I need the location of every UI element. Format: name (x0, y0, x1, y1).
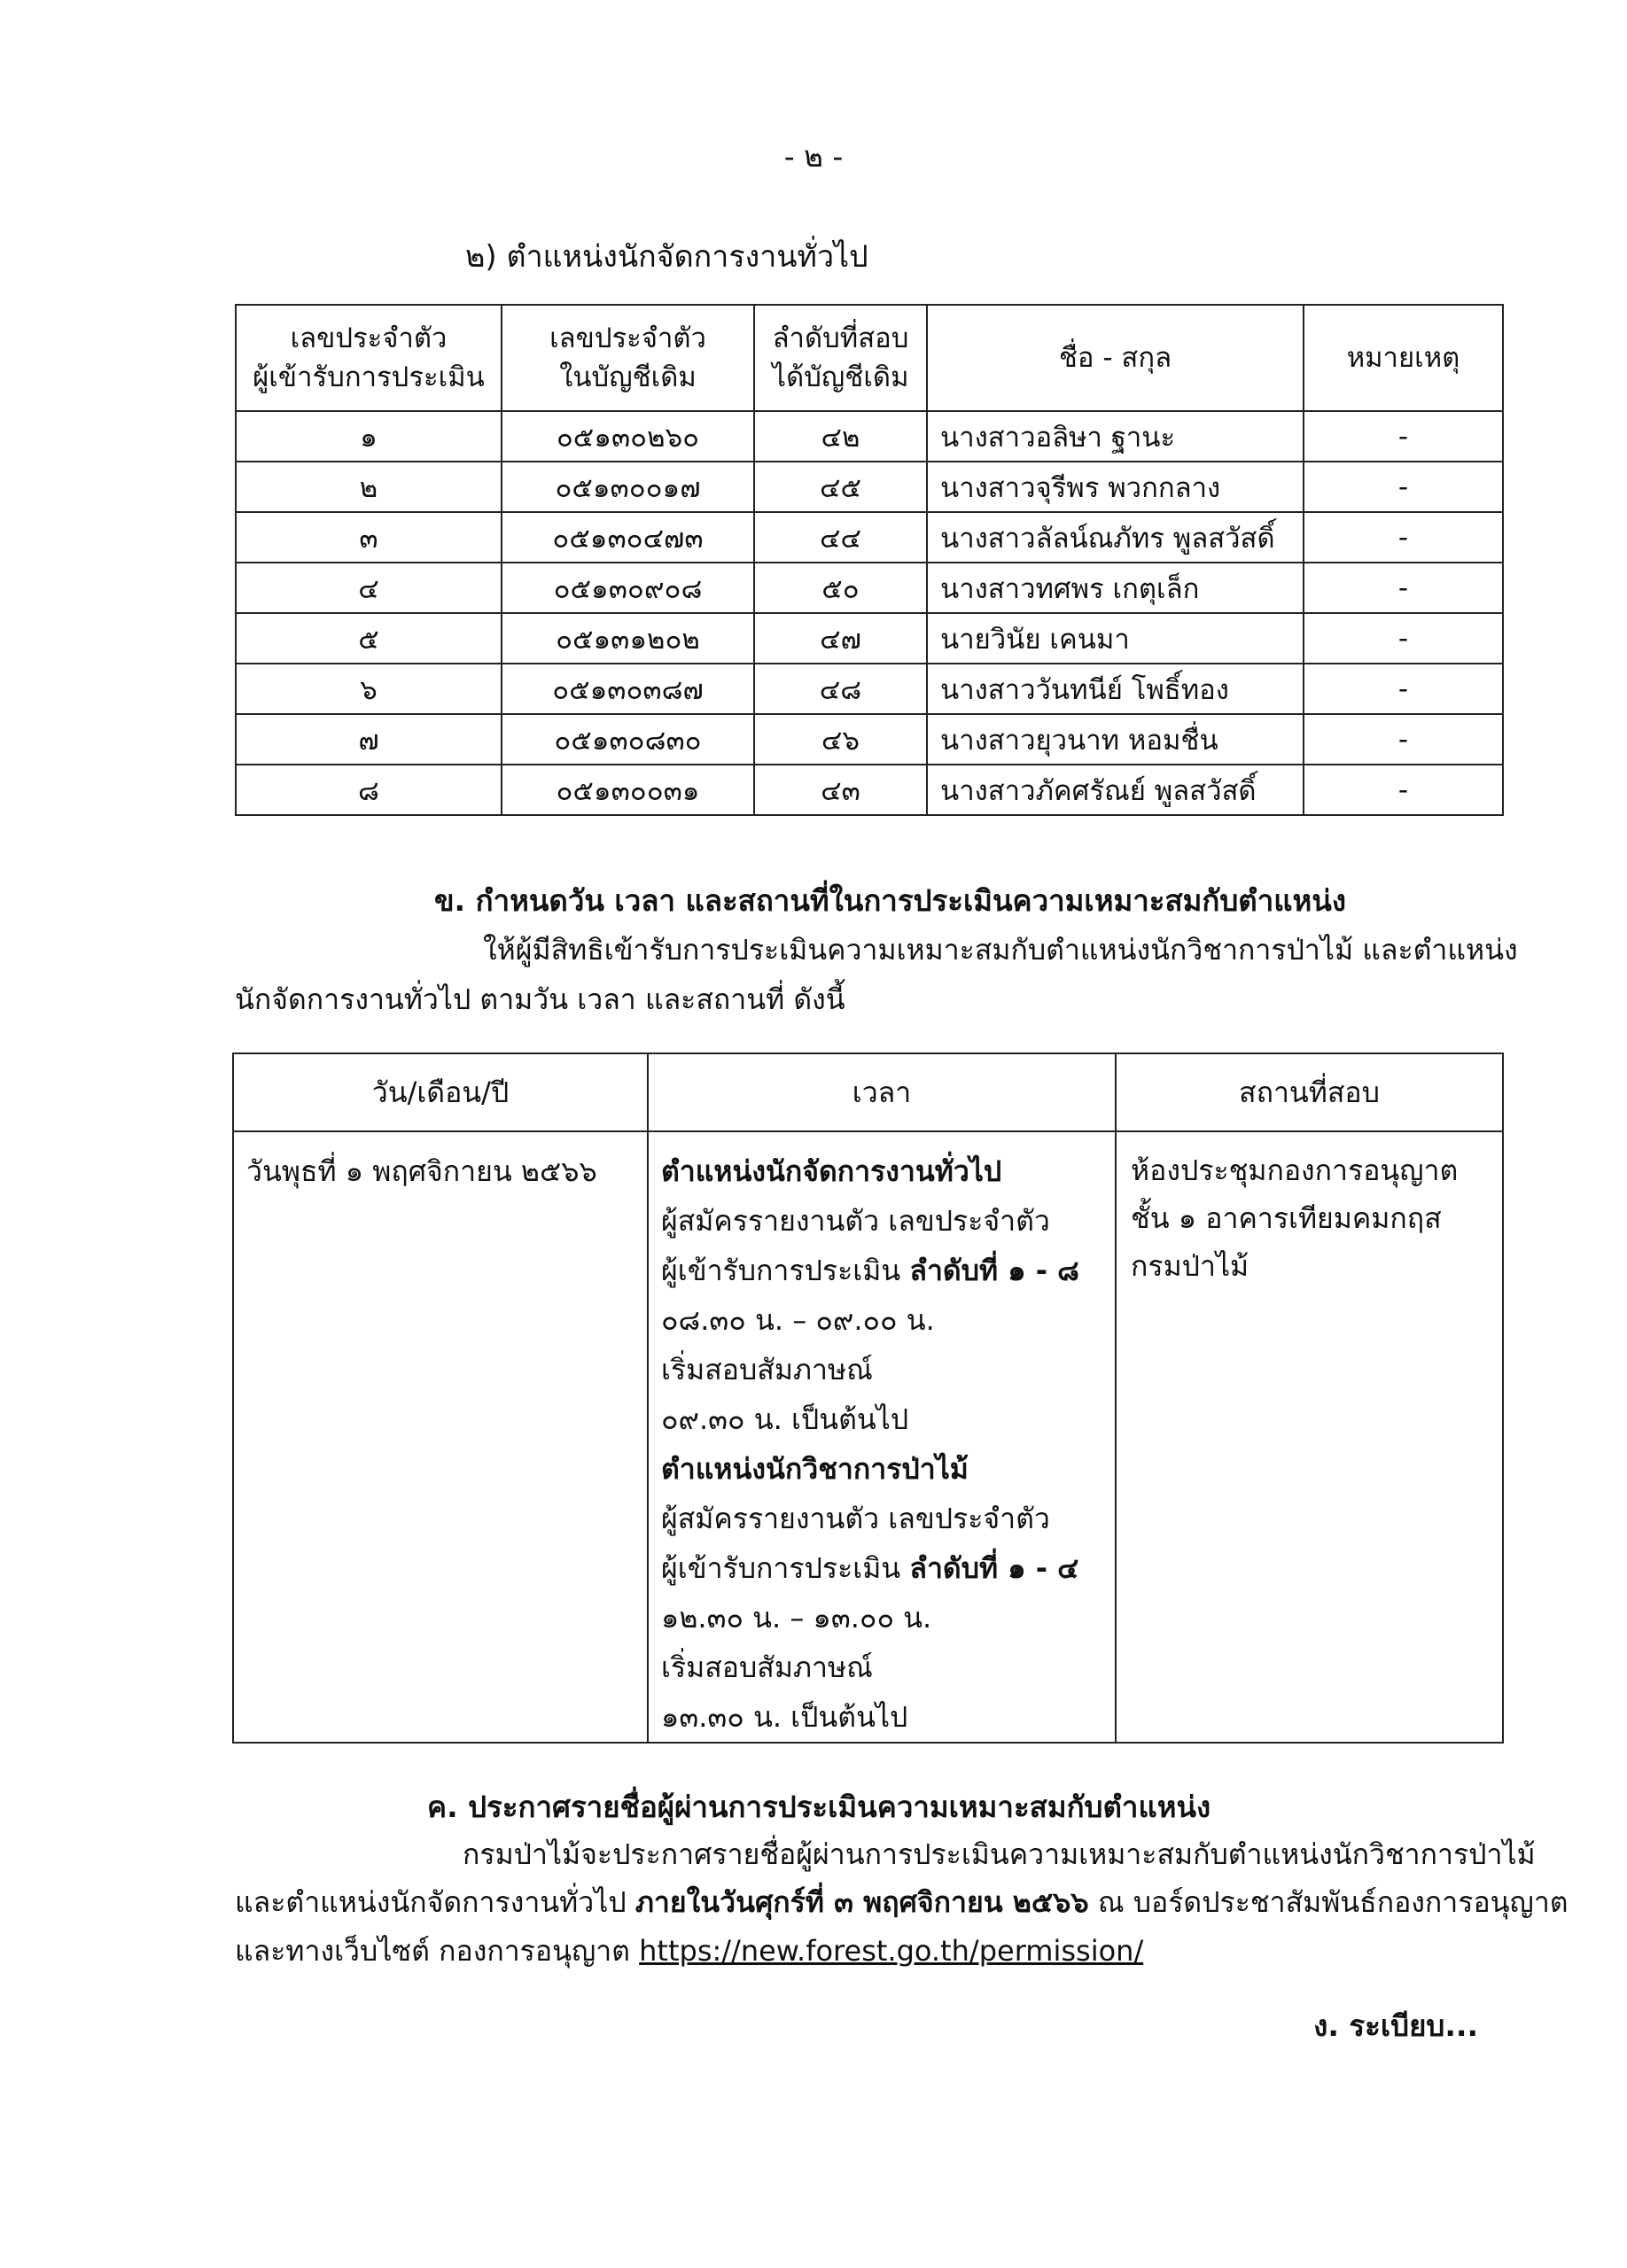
time-text: ผู้เข้ารับการประเมิน (661, 1254, 910, 1287)
header-place: สถานที่สอบ (1116, 1053, 1503, 1131)
cell-remark: - (1304, 563, 1503, 613)
cell-old-id: ๐๕๑๓๐๒๖๐ (502, 411, 754, 462)
cell-old-rank: ๔๒ (754, 411, 927, 462)
continuation-text: ง. ระเบียบ... (1313, 2008, 1478, 2043)
table-header-row (236, 305, 1503, 411)
place-line: ห้องประชุมกองการอนุญาต (1131, 1153, 1459, 1187)
section-b-line1: ให้ผู้มีสิทธิเข้ารับการประเมินความเหมาะสมกับตำแหน่งนักวิชาการป่าไม้ และตำแหน่ง (483, 933, 1518, 967)
section-c-line3 (235, 1929, 1143, 1974)
cell-candidate-id: ๗ (236, 714, 502, 765)
table-row (233, 1131, 1503, 1743)
cell-old-id: ๐๕๑๓๐๔๗๓ (502, 512, 754, 563)
section-c-text: และทางเว็บไซต์ กองการอนุญาต (235, 1934, 640, 1968)
cell-old-id: ๐๕๑๓๐๐๑๗ (502, 462, 754, 512)
cell-remark: - (1304, 512, 1503, 563)
candidate-table (235, 304, 1504, 816)
section-b-title: ข. กำหนดวัน เวลา และสถานที่ในการประเมินความเหมาะสมกับตำแหน่ง (434, 883, 1346, 918)
cell-remark: - (1304, 411, 1503, 462)
cell-candidate-id: ๓ (236, 512, 502, 563)
cell-remark: - (1304, 714, 1503, 765)
section-c-title: ค. ประกาศรายชื่อผู้ผ่านการประเมินความเหมาะสมกับตำแหน่ง (427, 1790, 1211, 1824)
header-old-rank (754, 305, 927, 411)
header-line: ลำดับที่สอบ (772, 322, 909, 354)
header-line: ในบัญชีเดิม (559, 361, 697, 393)
time-line: เริ่มสอบสัมภาษณ์ (661, 1353, 873, 1386)
page-number: - ๒ - (783, 139, 844, 174)
cell-remark: - (1304, 613, 1503, 664)
header-remark (1304, 305, 1503, 411)
place-line: กรมป่าไม้ (1131, 1249, 1249, 1283)
time-line: ๑๒.๓๐ น. – ๑๓.๐๐ น. (661, 1601, 932, 1635)
cell-date: วันพุธที่ ๑ พฤศจิกายน ๒๕๖๖ (233, 1131, 648, 1743)
time-line: ผู้สมัครรายงานตัว เลขประจำตัว (661, 1502, 1050, 1535)
section-c-line2 (235, 1880, 1569, 1925)
time-line: เริ่มสอบสัมภาษณ์ (661, 1651, 873, 1684)
cell-old-id: ๐๕๑๓๐๓๘๗ (502, 664, 754, 714)
cell-name: นายวินัย เคนมา (927, 613, 1304, 664)
header-line: ได้บัญชีเดิม (772, 361, 909, 393)
cell-place (1116, 1131, 1503, 1743)
header-line: เลขประจำตัว (290, 322, 448, 354)
table-row (236, 664, 1503, 714)
position-title: ตำแหน่งนักจัดการงานทั่วไป (661, 1154, 1002, 1188)
cell-old-id: ๐๕๑๓๑๒๐๒ (502, 613, 754, 664)
table-row (236, 563, 1503, 613)
cell-old-rank: ๔๕ (754, 462, 927, 512)
table-row (236, 411, 1503, 462)
cell-remark: - (1304, 765, 1503, 815)
table-header-row (233, 1053, 1503, 1131)
cell-time (648, 1131, 1116, 1743)
header-line: เลขประจำตัว (549, 322, 706, 354)
header-line: หมายเหตุ (1346, 342, 1460, 374)
schedule-table (232, 1052, 1504, 1744)
time-line: ๐๙.๓๐ น. เป็นต้นไป (661, 1402, 909, 1436)
section-c-text: ณ บอร์ดประชาสัมพันธ์กองการอนุญาต (1088, 1885, 1569, 1919)
section-heading: ๒) ตำแหน่งนักจัดการงานทั่วไป (465, 239, 868, 275)
cell-candidate-id: ๖ (236, 664, 502, 714)
table-row (236, 462, 1503, 512)
cell-remark: - (1304, 462, 1503, 512)
header-line: ผู้เข้ารับการประเมิน (253, 361, 485, 393)
cell-name: นางสาวทศพร เกตุเล็ก (927, 563, 1304, 613)
cell-remark: - (1304, 664, 1503, 714)
time-line (661, 1246, 1115, 1295)
table-row (236, 512, 1503, 563)
cell-candidate-id: ๔ (236, 563, 502, 613)
header-date: วัน/เดือน/ปี (233, 1053, 648, 1131)
header-time: เวลา (648, 1053, 1116, 1131)
table-row (236, 765, 1503, 815)
position-title: ตำแหน่งนักวิชาการป่าไม้ (661, 1452, 969, 1486)
time-line (661, 1543, 1115, 1593)
cell-old-rank: ๔๖ (754, 714, 927, 765)
header-old-id (502, 305, 754, 411)
time-line: ผู้สมัครรายงานตัว เลขประจำตัว (661, 1204, 1050, 1238)
rank-range: ลำดับที่ ๑ - ๘ (909, 1254, 1079, 1287)
table-row (236, 714, 1503, 765)
cell-old-id: ๐๕๑๓๐๘๓๐ (502, 714, 754, 765)
rank-range: ลำดับที่ ๑ - ๔ (909, 1551, 1079, 1585)
cell-name: นางสาววันทนีย์ โพธิ์ทอง (927, 664, 1304, 714)
cell-name: นางสาวยุวนาท หอมชื่น (927, 714, 1304, 765)
cell-candidate-id: ๒ (236, 462, 502, 512)
place-line: ชั้น ๑ อาคารเทียมคมกฤส (1131, 1201, 1442, 1235)
header-name (927, 305, 1304, 411)
cell-candidate-id: ๘ (236, 765, 502, 815)
cell-old-rank: ๔๔ (754, 512, 927, 563)
cell-name: นางสาวลัลน์ณภัทร พูลสวัสดิ์ (927, 512, 1304, 563)
section-c-text: และตำแหน่งนักจัดการงานทั่วไป (235, 1885, 635, 1919)
cell-old-rank: ๕๐ (754, 563, 927, 613)
cell-name: นางสาวภัคศรัณย์ พูลสวัสดิ์ (927, 765, 1304, 815)
cell-name: นางสาวอลิษา ฐานะ (927, 411, 1304, 462)
cell-candidate-id: ๕ (236, 613, 502, 664)
table-row (236, 613, 1503, 664)
cell-candidate-id: ๑ (236, 411, 502, 462)
time-text: ผู้เข้ารับการประเมิน (661, 1551, 910, 1585)
cell-old-rank: ๔๘ (754, 664, 927, 714)
section-c-line1: กรมป่าไม้จะประกาศรายชื่อผู้ผ่านการประเมินความเหมาะสมกับตำแหน่งนักวิชาการป่าไม้ (463, 1837, 1536, 1871)
header-candidate-id (236, 305, 502, 411)
cell-name: นางสาวจุรีพร พวกกลาง (927, 462, 1304, 512)
cell-old-rank: ๔๓ (754, 765, 927, 815)
announce-date: ภายในวันศุกร์ที่ ๓ พฤศจิกายน ๒๕๖๖ (634, 1885, 1089, 1919)
cell-old-id: ๐๕๑๓๐๙๐๘ (502, 563, 754, 613)
section-b-line2: นักจัดการงานทั่วไป ตามวัน เวลา และสถานที่ ดังนี้ (235, 983, 845, 1016)
cell-old-id: ๐๕๑๓๐๐๓๑ (502, 765, 754, 815)
cell-old-rank: ๔๗ (754, 613, 927, 664)
time-line: ๑๓.๓๐ น. เป็นต้นไป (661, 1700, 908, 1734)
website-link[interactable]: https://new.forest.go.th/permission/ (639, 1934, 1144, 1968)
header-line: ชื่อ - สกุล (1058, 342, 1172, 374)
time-line: ๐๘.๓๐ น. – ๐๙.๐๐ น. (661, 1303, 935, 1337)
